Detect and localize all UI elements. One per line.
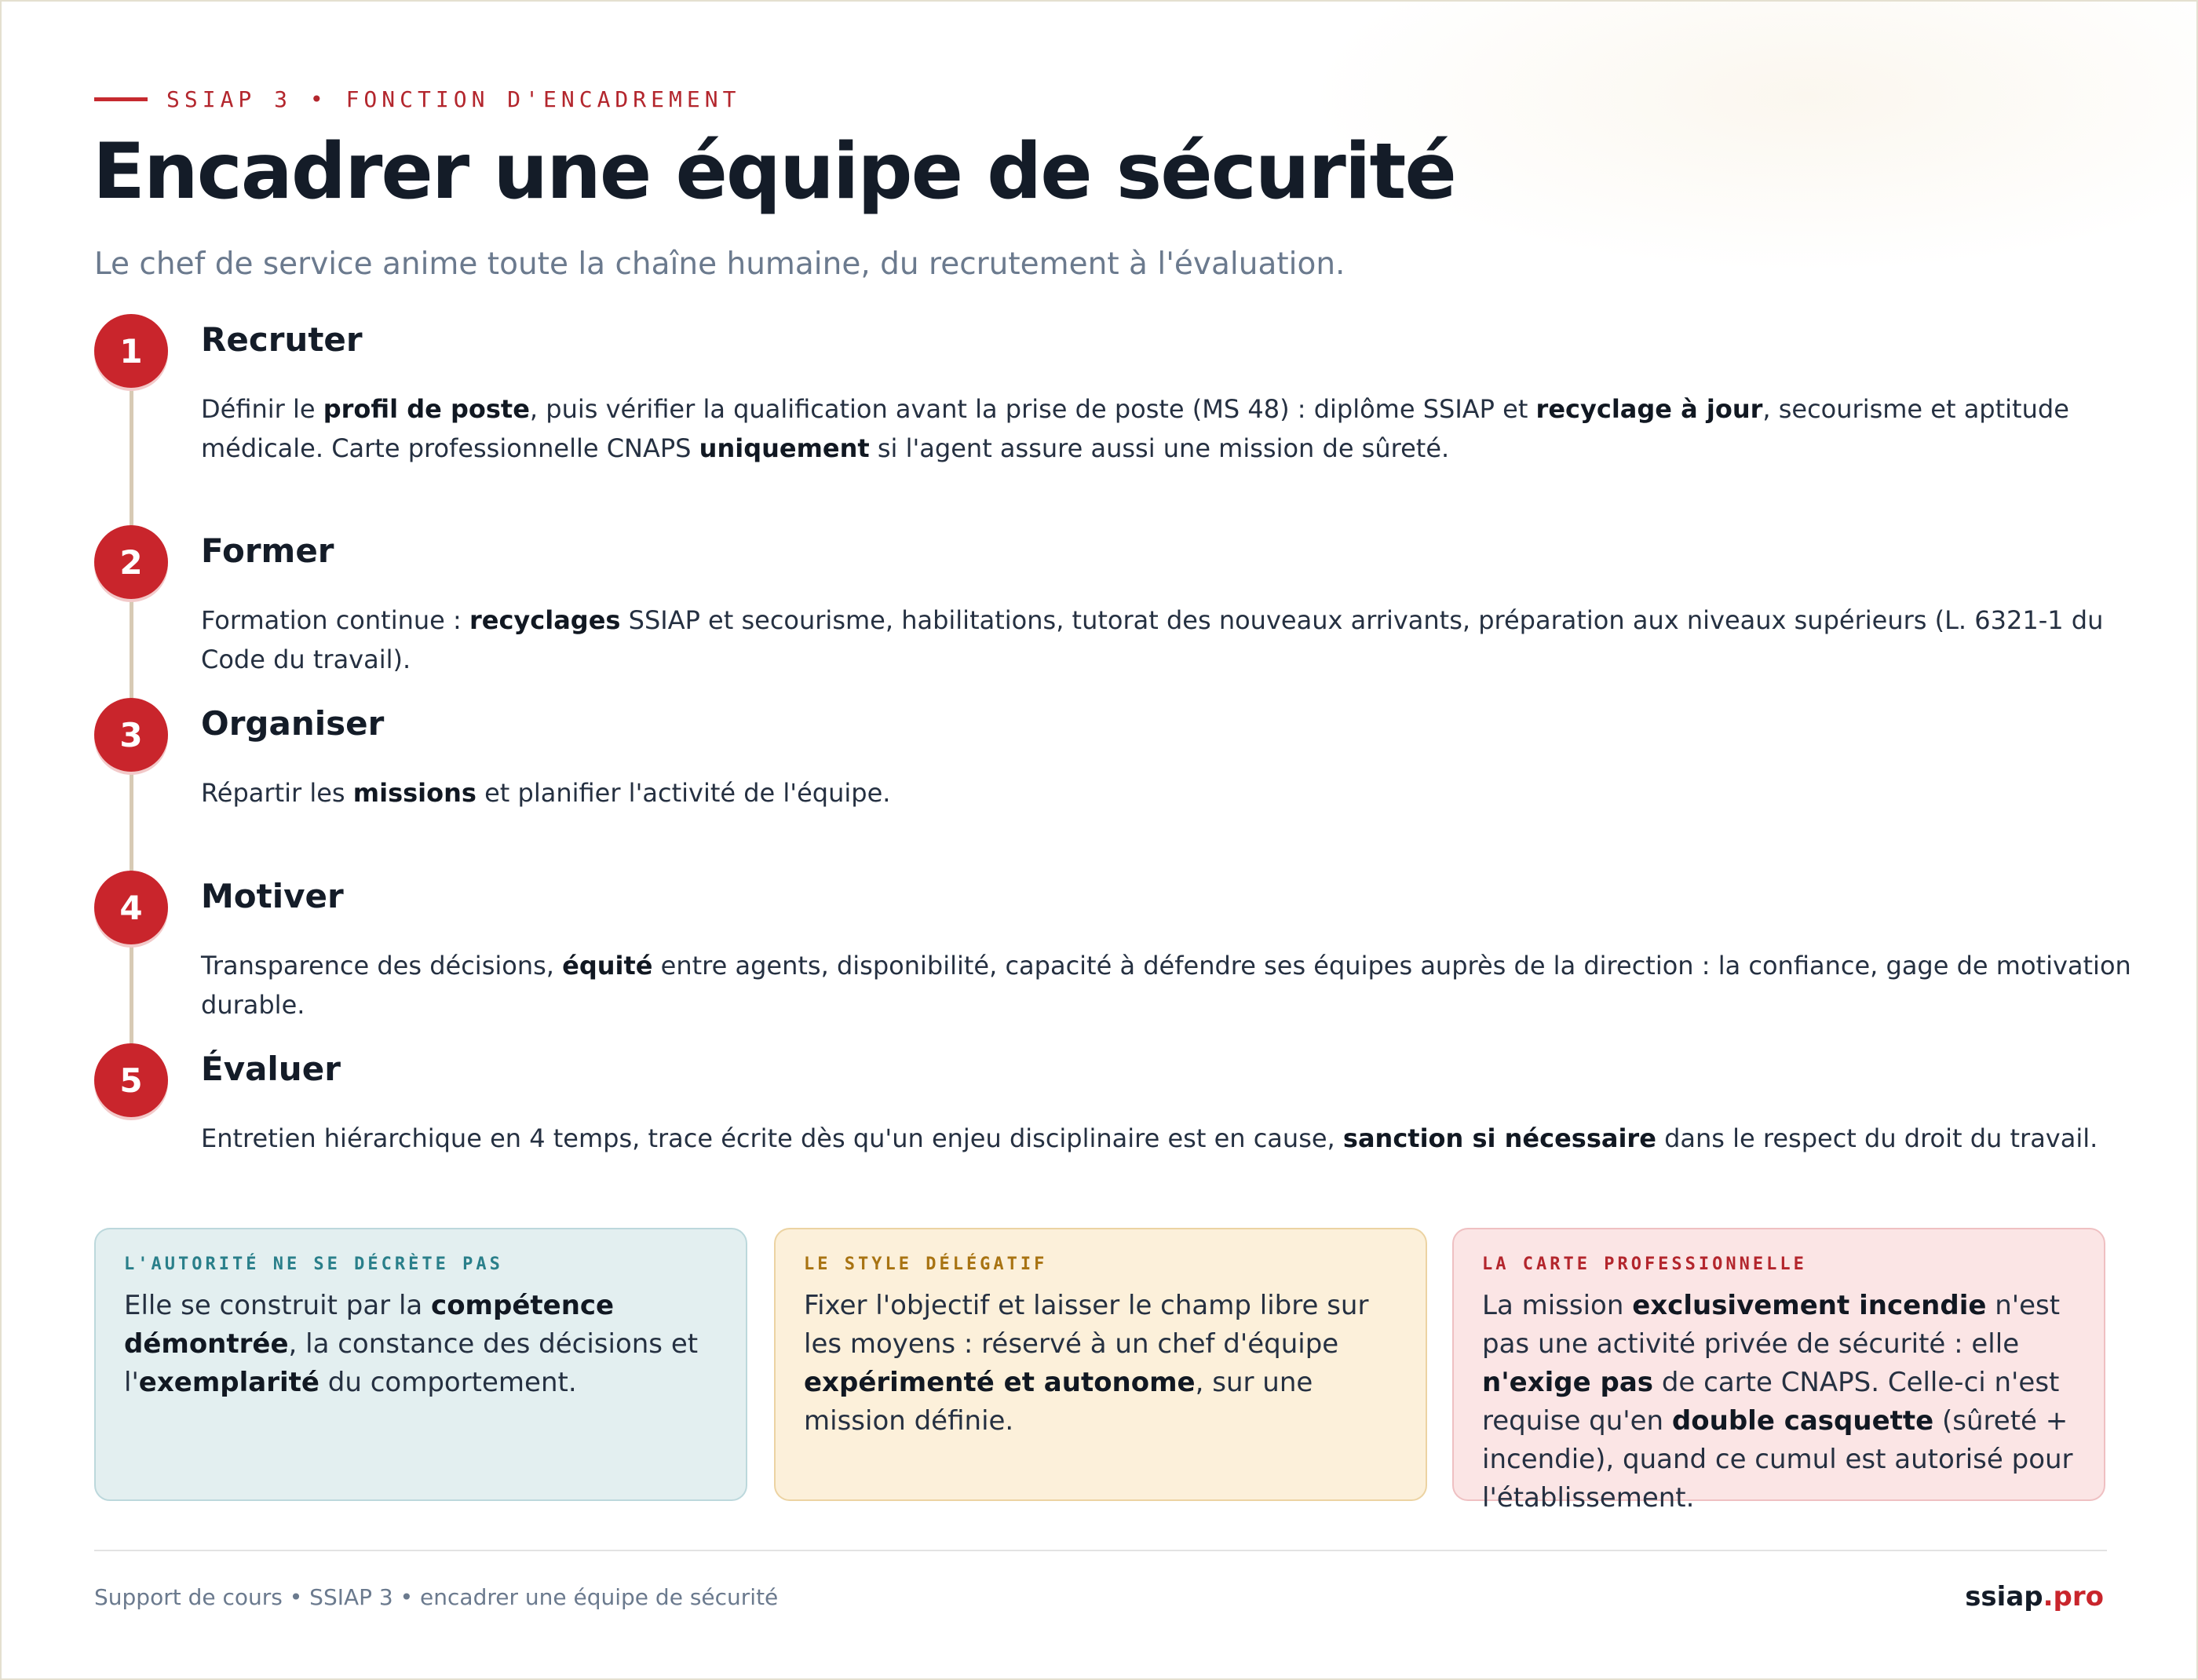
step-description <box>201 601 2163 679</box>
brand-name: ssiap <box>1965 1581 2043 1612</box>
text-run: et planifier l'activité de l'équipe. <box>476 778 891 808</box>
brand-extension: .pro <box>2043 1581 2104 1612</box>
kicker-rule <box>94 97 148 101</box>
callout-card-delegative-style <box>774 1228 1427 1501</box>
callout-card-professional-card <box>1452 1228 2105 1514</box>
step-number-badge: 3 <box>94 698 168 772</box>
page-title: Encadrer une équipe de sécurité <box>93 127 1455 217</box>
emphasis-text: sanction si nécessaire <box>1342 1123 1656 1153</box>
emphasis-text: n'exige pas <box>1482 1367 1654 1398</box>
emphasis-text: compétence démontrée <box>124 1290 615 1360</box>
card-label: L'AUTORITÉ NE SE DÉCRÈTE PAS <box>124 1255 503 1274</box>
text-run: Définir le <box>201 394 323 424</box>
emphasis-text: uniquement <box>699 433 870 463</box>
emphasis-text: équité <box>562 951 653 981</box>
step-former <box>94 525 2120 674</box>
emphasis-text: profil de poste <box>323 394 530 424</box>
section-kicker <box>94 86 740 112</box>
step-motiver <box>94 871 2131 1020</box>
step-description <box>201 389 2163 468</box>
text-run: (sûreté + incendie), quand ce cumul est autorisé pour l'établissement. <box>1482 1405 2073 1514</box>
text-run: , secourisme et aptitude médicale. Carte professionnelle CNAPS <box>201 394 2069 463</box>
text-run: Répartir les <box>201 778 353 808</box>
step-number-badge: 4 <box>94 871 168 944</box>
text-run: La mission <box>1482 1290 1633 1321</box>
step-title: Organiser <box>201 704 385 743</box>
step-title: Recruter <box>201 320 363 359</box>
card-body <box>124 1287 717 1402</box>
step-organiser <box>94 698 2120 816</box>
step-title: Évaluer <box>201 1050 341 1088</box>
text-run: du comportement. <box>319 1367 577 1398</box>
step-number-badge: 2 <box>94 525 168 599</box>
step-number-badge: 1 <box>94 314 168 388</box>
text-run: n'est pas une activité privée de sécurité : elle <box>1482 1290 2061 1360</box>
text-run: Formation continue : <box>201 605 469 635</box>
text-run: dans le respect du droit du travail. <box>1656 1123 2098 1153</box>
card-label: LA CARTE PROFESSIONNELLE <box>1482 1255 1807 1274</box>
card-body <box>804 1287 1397 1441</box>
text-run: Fixer l'objectif et laisser le champ libre sur les moyens : réservé à un chef d'équipe <box>804 1290 1369 1360</box>
brand-logo <box>1965 1581 2104 1612</box>
emphasis-text: recyclage à jour <box>1535 394 1763 424</box>
text-run: Entretien hiérarchique en 4 temps, trace écrite dès qu'un enjeu disciplinaire est en cause, <box>201 1123 1343 1153</box>
page-subtitle: Le chef de service anime toute la chaîne humaine, du recrutement à l'évaluation. <box>94 247 1345 282</box>
emphasis-text: exclusivement incendie <box>1632 1290 1987 1321</box>
emphasis-text: missions <box>352 778 476 808</box>
text-run: si l'agent assure aussi une mission de sûreté. <box>869 433 1450 463</box>
emphasis-text: exemplarité <box>138 1367 319 1398</box>
text-run: SSIAP et secourisme, habilitations, tutorat des nouveaux arrivants, préparation aux niveaux supérieurs (L. 6321-1 du Code du travail). <box>201 605 2104 674</box>
step-number-badge: 5 <box>94 1043 168 1117</box>
text-run: , sur une mission définie. <box>804 1367 1313 1437</box>
text-run: de carte CNAPS. Celle-ci n'est requise qu'en <box>1482 1367 2060 1437</box>
callout-card-authority <box>94 1228 747 1501</box>
text-run: entre agents, disponibilité, capacité à défendre ses équipes auprès de la direction : la confiance, gage de motivation durable. <box>201 951 2131 1020</box>
step-evaluer <box>94 1043 2120 1161</box>
emphasis-text: expérimenté et autonome <box>804 1367 1196 1398</box>
text-run: Transparence des décisions, <box>201 951 563 981</box>
kicker-text: SSIAP 3 • FONCTION D'ENCADREMENT <box>166 86 741 112</box>
step-title: Motiver <box>201 877 344 915</box>
footer-caption: Support de cours • SSIAP 3 • encadrer une équipe de sécurité <box>94 1584 779 1610</box>
card-label: LE STYLE DÉLÉGATIF <box>804 1255 1048 1274</box>
emphasis-text: recyclages <box>469 605 621 635</box>
text-run: , la constance des décisions et l' <box>124 1328 699 1398</box>
card-body <box>1482 1287 2076 1517</box>
text-run: , puis vérifier la qualification avant la prise de poste (MS 48) : diplôme SSIAP et <box>529 394 1536 424</box>
emphasis-text: double casquette <box>1671 1405 1934 1437</box>
footer-divider <box>94 1550 2107 1551</box>
step-description <box>201 1119 2163 1158</box>
step-description <box>201 773 2163 813</box>
step-description <box>201 946 2163 1024</box>
text-run: Elle se construit par la <box>124 1290 432 1321</box>
step-recruter <box>94 314 2120 471</box>
step-title: Former <box>201 531 334 570</box>
